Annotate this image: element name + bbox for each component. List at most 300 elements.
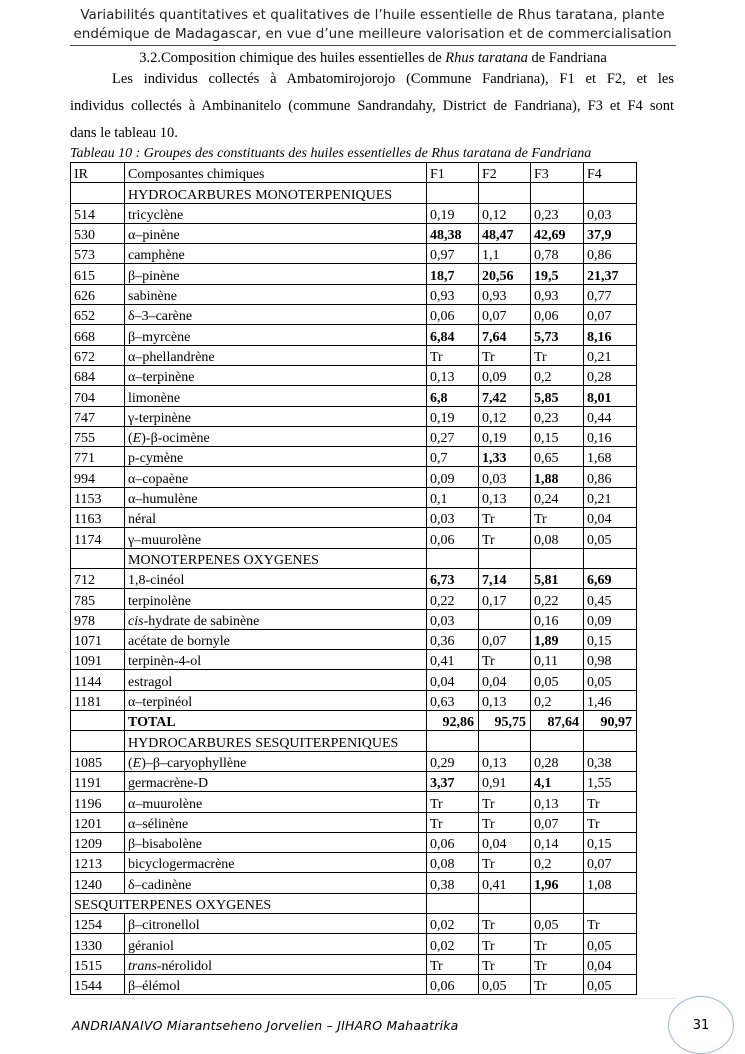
compound-name-cell — [125, 284, 427, 304]
compound-name: α–phellandrène — [128, 349, 215, 365]
compound-name: β–pinène — [128, 268, 180, 284]
header-divider — [70, 45, 676, 46]
value-f4: 1,46 — [584, 690, 637, 710]
total-value-f3: 87,64 — [531, 711, 584, 731]
value-f1: 0,1 — [427, 487, 479, 507]
value-f4: 0,04 — [584, 508, 637, 528]
paragraph-line-2: individus collectés à Ambinanitelo (commune Sandrandahy, District de Fandriana), F3 et F4 sont — [70, 98, 674, 114]
value-f1: 18,7 — [427, 264, 479, 284]
value-f3: 0,07 — [531, 812, 584, 832]
compound-name: bicyclogermacrène — [128, 857, 235, 873]
value-f3: 5,73 — [531, 325, 584, 345]
compound-name-cell — [125, 832, 427, 852]
value-f1: 0,36 — [427, 629, 479, 649]
value-f2: Tr — [479, 812, 531, 832]
value-f3: 0,11 — [531, 650, 584, 670]
table-row — [71, 792, 637, 812]
section-title-location: de Fandriana — [527, 50, 607, 66]
body-paragraph — [70, 66, 674, 147]
table-row — [71, 284, 637, 304]
composition-table — [70, 162, 637, 995]
group-empty-cell — [479, 183, 531, 203]
value-f3: 0,65 — [531, 447, 584, 467]
value-f3: 0,23 — [531, 406, 584, 426]
ir-cell: 1085 — [71, 751, 125, 771]
compound-name-cell — [125, 913, 427, 933]
value-f3: 5,81 — [531, 568, 584, 588]
value-f3: 0,08 — [531, 528, 584, 548]
isomer-prefix: trans — [128, 958, 157, 974]
value-f4: 0,15 — [584, 832, 637, 852]
header-cell-f3: F3 — [531, 163, 584, 183]
value-f4: 0,07 — [584, 305, 637, 325]
compound-name: β–myrcène — [128, 329, 191, 345]
value-f4: 0,09 — [584, 609, 637, 629]
value-f4: 0,21 — [584, 487, 637, 507]
compound-name: δ–3–carène — [128, 309, 193, 325]
value-f2: 7,14 — [479, 568, 531, 588]
value-f4: 1,68 — [584, 447, 637, 467]
value-f1: 0,02 — [427, 913, 479, 933]
table-caption: Tableau 10 : Groupes des constituants des huiles essentielles de Rhus taratana de Fandriana — [70, 146, 592, 161]
value-f1: 0,19 — [427, 203, 479, 223]
ir-cell: 1515 — [71, 954, 125, 974]
compound-name-cell — [125, 650, 427, 670]
value-f2: Tr — [479, 528, 531, 548]
section-title-text: 3.2.Composition chimique des huiles essentielles de — [139, 50, 446, 66]
compound-name-cell — [125, 873, 427, 893]
value-f1: 6,8 — [427, 386, 479, 406]
table-row — [71, 609, 637, 629]
value-f2: 7,64 — [479, 325, 531, 345]
value-f2: Tr — [479, 345, 531, 365]
value-f1: 0,22 — [427, 589, 479, 609]
group-ir-cell — [71, 183, 125, 203]
ir-cell: 1213 — [71, 853, 125, 873]
value-f4: 0,21 — [584, 345, 637, 365]
table-row — [71, 954, 637, 974]
compound-name-cell — [125, 670, 427, 690]
group-header-row — [71, 731, 637, 751]
value-f1: 0,06 — [427, 528, 479, 548]
value-f3: Tr — [531, 345, 584, 365]
value-f1: 0,29 — [427, 751, 479, 771]
table-row — [71, 650, 637, 670]
value-f2: 0,04 — [479, 670, 531, 690]
table-row — [71, 589, 637, 609]
value-f2 — [479, 609, 531, 629]
total-value-f2: 95,75 — [479, 711, 531, 731]
group-header-row — [71, 893, 637, 913]
value-f3: Tr — [531, 934, 584, 954]
compound-name: acétate de bornyle — [128, 634, 230, 650]
table-row — [71, 264, 637, 284]
value-f3: 0,28 — [531, 751, 584, 771]
value-f4: 0,16 — [584, 426, 637, 446]
group-empty-cell — [531, 893, 584, 913]
value-f4: 0,86 — [584, 244, 637, 264]
value-f1: 6,84 — [427, 325, 479, 345]
value-f2: Tr — [479, 954, 531, 974]
total-value-f1: 92,86 — [427, 711, 479, 731]
value-f2: 0,17 — [479, 589, 531, 609]
value-f3: 0,14 — [531, 832, 584, 852]
value-f2: 0,93 — [479, 284, 531, 304]
compound-name: p-cymène — [128, 451, 184, 467]
group-empty-cell — [531, 731, 584, 751]
header-cell-ir: IR — [71, 163, 125, 183]
table-row — [71, 629, 637, 649]
compound-name: –β–caryophyllène — [145, 755, 247, 771]
table-row — [71, 690, 637, 710]
value-f2: 0,04 — [479, 832, 531, 852]
compound-name: camphène — [128, 248, 185, 264]
group-empty-cell — [479, 548, 531, 568]
value-f4: 0,05 — [584, 528, 637, 548]
compound-name-cell — [125, 792, 427, 812]
ir-cell: 1191 — [71, 771, 125, 791]
ir-cell: 684 — [71, 365, 125, 385]
value-f1: 48,38 — [427, 223, 479, 243]
value-f4: 0,77 — [584, 284, 637, 304]
ir-cell: 994 — [71, 467, 125, 487]
value-f1: 3,37 — [427, 771, 479, 791]
value-f3: 1,89 — [531, 629, 584, 649]
ir-cell: 1330 — [71, 934, 125, 954]
group-label: HYDROCARBURES MONOTERPENIQUES — [125, 183, 427, 203]
table-row — [71, 365, 637, 385]
compound-name: germacrène-D — [128, 776, 209, 792]
ir-cell: 1254 — [71, 913, 125, 933]
value-f1: 0,03 — [427, 508, 479, 528]
value-f3: 4,1 — [531, 771, 584, 791]
value-f3: 0,2 — [531, 853, 584, 873]
value-f3: Tr — [531, 508, 584, 528]
value-f4: 8,16 — [584, 325, 637, 345]
compound-name: β–citronellol — [128, 918, 200, 934]
compound-name: γ–muurolène — [128, 532, 202, 548]
table-row — [71, 447, 637, 467]
value-f2: Tr — [479, 508, 531, 528]
compound-name: α–copaène — [128, 471, 189, 487]
value-f2: 0,07 — [479, 629, 531, 649]
table-row — [71, 223, 637, 243]
value-f2: 48,47 — [479, 223, 531, 243]
ir-cell: 1153 — [71, 487, 125, 507]
table-row — [71, 873, 637, 893]
value-f4: 0,86 — [584, 467, 637, 487]
table-row — [71, 528, 637, 548]
group-empty-cell — [427, 731, 479, 751]
compound-name: 1,8-cinéol — [128, 573, 185, 589]
group-empty-cell — [479, 731, 531, 751]
compound-name-cell — [125, 325, 427, 345]
value-f4: 0,05 — [584, 974, 637, 994]
ir-cell: 1071 — [71, 629, 125, 649]
compound-name: géraniol — [128, 938, 174, 954]
group-empty-cell — [584, 893, 637, 913]
value-f1: 0,27 — [427, 426, 479, 446]
value-f1: 0,13 — [427, 365, 479, 385]
compound-name: terpinèn-4-ol — [128, 654, 202, 670]
ir-cell: 785 — [71, 589, 125, 609]
compound-name: néral — [128, 512, 156, 528]
compound-name-cell — [125, 244, 427, 264]
value-f4: Tr — [584, 913, 637, 933]
value-f2: 0,13 — [479, 690, 531, 710]
value-f2: 0,91 — [479, 771, 531, 791]
table-row — [71, 832, 637, 852]
value-f2: 0,05 — [479, 974, 531, 994]
ir-cell: 747 — [71, 406, 125, 426]
value-f1: 0,02 — [427, 934, 479, 954]
compound-name-cell: (E)-β-ocimène — [125, 426, 427, 446]
group-empty-cell — [479, 893, 531, 913]
compound-name: -hydrate de sabinène — [143, 613, 260, 629]
value-f1: 0,38 — [427, 873, 479, 893]
value-f1: Tr — [427, 792, 479, 812]
compound-name: limonène — [128, 390, 181, 406]
compound-name-cell — [125, 406, 427, 426]
value-f3: 0,15 — [531, 426, 584, 446]
running-header — [60, 6, 685, 44]
value-f1: Tr — [427, 345, 479, 365]
value-f2: Tr — [479, 853, 531, 873]
compound-name-cell — [125, 853, 427, 873]
compound-name: estragol — [128, 674, 173, 690]
value-f4: 37,9 — [584, 223, 637, 243]
value-f4: 0,04 — [584, 954, 637, 974]
value-f3: 1,96 — [531, 873, 584, 893]
paragraph-line-1: Les individus collectés à Ambatomirojorojo (Commune Fandriana), F1 et F2, et les — [112, 71, 674, 87]
stereo-descriptor: E — [132, 755, 142, 771]
ir-cell: 668 — [71, 325, 125, 345]
value-f1: 0,97 — [427, 244, 479, 264]
value-f3: 0,93 — [531, 284, 584, 304]
compound-name-cell — [125, 345, 427, 365]
value-f4: 0,98 — [584, 650, 637, 670]
group-label: SESQUITERPENES OXYGENES — [71, 893, 427, 913]
ir-cell: 573 — [71, 244, 125, 264]
table-row — [71, 568, 637, 588]
compound-name-cell — [125, 528, 427, 548]
table-row — [71, 426, 637, 446]
compound-name-cell — [125, 589, 427, 609]
value-f3: 5,85 — [531, 386, 584, 406]
compound-name: tricyclène — [128, 207, 184, 223]
compound-name-cell — [125, 264, 427, 284]
value-f1: 0,06 — [427, 305, 479, 325]
total-value-f4: 90,97 — [584, 711, 637, 731]
value-f1: 0,06 — [427, 832, 479, 852]
value-f4: 0,28 — [584, 365, 637, 385]
group-empty-cell — [427, 183, 479, 203]
value-f3: 1,88 — [531, 467, 584, 487]
value-f3: 0,78 — [531, 244, 584, 264]
value-f2: 0,09 — [479, 365, 531, 385]
ir-cell: 712 — [71, 568, 125, 588]
table-row — [71, 508, 637, 528]
value-f3: Tr — [531, 954, 584, 974]
table-row — [71, 670, 637, 690]
value-f3: 0,06 — [531, 305, 584, 325]
table-row — [71, 305, 637, 325]
section-title — [70, 50, 676, 67]
value-f4: 0,44 — [584, 406, 637, 426]
header-cell-f4: F4 — [584, 163, 637, 183]
paragraph-line-3: dans le tableau 10. — [70, 125, 178, 141]
ir-cell: 704 — [71, 386, 125, 406]
value-f2: 0,13 — [479, 751, 531, 771]
group-empty-cell — [584, 183, 637, 203]
compound-name-cell — [125, 771, 427, 791]
table-row — [71, 203, 637, 223]
group-empty-cell — [584, 548, 637, 568]
value-f2: 0,19 — [479, 426, 531, 446]
compound-name-cell — [125, 974, 427, 994]
compound-name-cell — [125, 508, 427, 528]
value-f1: 0,03 — [427, 609, 479, 629]
table-row — [71, 406, 637, 426]
value-f1: 0,7 — [427, 447, 479, 467]
header-cell-components: Composantes chimiques — [125, 163, 427, 183]
table-row — [71, 487, 637, 507]
value-f4: 1,08 — [584, 873, 637, 893]
compound-name: β–bisabolène — [128, 837, 202, 853]
value-f1: 0,09 — [427, 467, 479, 487]
value-f4: 21,37 — [584, 264, 637, 284]
value-f2: 0,07 — [479, 305, 531, 325]
value-f4: 0,05 — [584, 670, 637, 690]
page-number-badge — [668, 996, 734, 1054]
value-f1: 0,08 — [427, 853, 479, 873]
table-row — [71, 913, 637, 933]
compound-name: α–pinène — [128, 228, 180, 244]
group-empty-cell — [531, 548, 584, 568]
compound-name-cell — [125, 487, 427, 507]
table-header-row — [71, 163, 637, 183]
compound-name: terpinolène — [128, 593, 191, 609]
compound-name-cell — [125, 447, 427, 467]
compound-name-cell — [125, 365, 427, 385]
value-f2: 0,12 — [479, 406, 531, 426]
compound-name-cell — [125, 203, 427, 223]
ir-cell: 652 — [71, 305, 125, 325]
value-f4: 6,69 — [584, 568, 637, 588]
value-f3: 0,2 — [531, 365, 584, 385]
compound-name-cell — [125, 812, 427, 832]
section-title-species: Rhus taratana — [445, 50, 528, 66]
value-f1: 0,93 — [427, 284, 479, 304]
total-ir-cell — [71, 711, 125, 731]
compound-name-cell — [125, 690, 427, 710]
ir-cell: 1196 — [71, 792, 125, 812]
ir-cell: 1209 — [71, 832, 125, 852]
value-f3: Tr — [531, 974, 584, 994]
value-f2: 1,33 — [479, 447, 531, 467]
ir-cell: 978 — [71, 609, 125, 629]
table-row — [71, 386, 637, 406]
table-row — [71, 974, 637, 994]
value-f2: 7,42 — [479, 386, 531, 406]
total-row — [71, 711, 637, 731]
header-cell-f2: F2 — [479, 163, 531, 183]
ir-cell: 1163 — [71, 508, 125, 528]
group-empty-cell — [427, 893, 479, 913]
value-f1: 0,19 — [427, 406, 479, 426]
value-f1: 0,06 — [427, 974, 479, 994]
compound-name: γ-terpinène — [128, 410, 191, 426]
value-f3: 0,22 — [531, 589, 584, 609]
value-f3: 0,13 — [531, 792, 584, 812]
group-empty-cell — [584, 731, 637, 751]
compound-name: sabinène — [128, 289, 177, 305]
value-f2: 0,13 — [479, 487, 531, 507]
compound-name: -nérolidol — [156, 958, 213, 974]
value-f2: 20,56 — [479, 264, 531, 284]
group-label: MONOTERPENES OXYGENES — [125, 548, 427, 568]
table-row — [71, 812, 637, 832]
compound-name-cell — [125, 305, 427, 325]
compound-name: α–muurolène — [128, 796, 203, 812]
ir-cell: 672 — [71, 345, 125, 365]
value-f2: Tr — [479, 934, 531, 954]
compound-name-cell — [125, 467, 427, 487]
compound-name-cell: (E)–β–caryophyllène — [125, 751, 427, 771]
value-f1: 6,73 — [427, 568, 479, 588]
compound-name-cell — [125, 629, 427, 649]
value-f4: 0,45 — [584, 589, 637, 609]
isomer-prefix: cis — [128, 613, 144, 629]
compound-name: β–élémol — [128, 979, 181, 995]
total-label: TOTAL — [125, 711, 427, 731]
ir-cell: 755 — [71, 426, 125, 446]
value-f2: 0,12 — [479, 203, 531, 223]
value-f3: 0,16 — [531, 609, 584, 629]
value-f1: Tr — [427, 954, 479, 974]
compound-name-cell — [125, 609, 427, 629]
value-f4: Tr — [584, 812, 637, 832]
page-number: 31 — [692, 1017, 710, 1033]
compound-name: δ–cadinène — [128, 877, 192, 893]
compound-name: α–sélinène — [128, 816, 189, 832]
ir-cell: 514 — [71, 203, 125, 223]
table-row — [71, 934, 637, 954]
compound-name: α–terpinéol — [128, 695, 193, 711]
group-header-row — [71, 183, 637, 203]
compound-name-cell — [125, 386, 427, 406]
value-f2: Tr — [479, 792, 531, 812]
value-f3: 42,69 — [531, 223, 584, 243]
value-f2: 0,03 — [479, 467, 531, 487]
ir-cell: 1201 — [71, 812, 125, 832]
value-f3: 19,5 — [531, 264, 584, 284]
group-ir-cell — [71, 731, 125, 751]
value-f3: 0,05 — [531, 670, 584, 690]
compound-name: α–terpinène — [128, 370, 195, 386]
value-f2: 1,1 — [479, 244, 531, 264]
compound-name-cell — [125, 568, 427, 588]
ir-cell: 1091 — [71, 650, 125, 670]
value-f1: 0,41 — [427, 650, 479, 670]
group-label: HYDROCARBURES SESQUITERPENIQUES — [125, 731, 427, 751]
ir-cell: 626 — [71, 284, 125, 304]
value-f4: 1,55 — [584, 771, 637, 791]
value-f4: 0,03 — [584, 203, 637, 223]
value-f4: 0,38 — [584, 751, 637, 771]
value-f3: 0,23 — [531, 203, 584, 223]
ir-cell: 1181 — [71, 690, 125, 710]
